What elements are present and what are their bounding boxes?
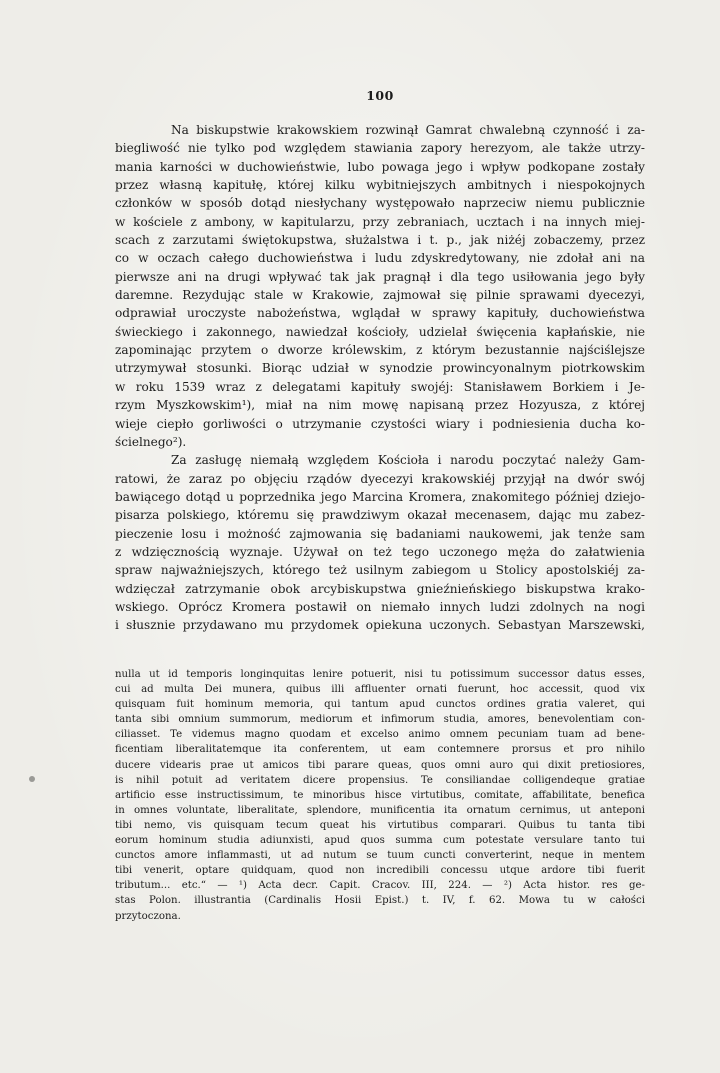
text-line: pieczenie losu i możność zajmowania się badaniami naukowemi, jak tenże sam <box>115 526 645 541</box>
text-line: świeckiego i zakonnego, nawiedzał kościoły, udzielał święcenia kapłańskie, nie <box>115 324 645 339</box>
text-line: wieje ciepło gorliwości o utrzymanie czystości wiary i podniesienia ducha ko- <box>115 416 645 431</box>
text-line: scach z zarzutami świętokupstwa, służalstwa i t. p., jak niżéj zobaczemy, przez <box>115 233 645 248</box>
text-line: biegliwość nie tylko pod względem stawiania zapory herezyom, ale także utrzy- <box>115 141 645 156</box>
text-line: bawiącego dotąd u poprzednika jego Marcina Kromera, znakomitego później dziejo- <box>115 489 645 504</box>
text-line: w kościele z ambony, w kapitularzu, przy zebraniach, ucztach i na innych miej- <box>115 214 645 229</box>
page-number: 100 <box>366 88 394 103</box>
text-line: ratowi, że zaraz po objęciu rządów dyecezyi krakowskiéj przyjął na dwór swój <box>115 471 645 486</box>
footnote-line: przytoczona. <box>115 910 181 922</box>
text-line: mania karności w duchowieństwie, lubo powaga jego i wpływ podkopane zostały <box>115 159 645 174</box>
margin-dot-icon <box>29 776 35 782</box>
footnote-line: stas Polon. illustrantia (Cardinalis Hosii Epist.) t. IV, f. 62. Mowa tu w całości <box>115 895 645 907</box>
text-line: co w oczach całego duchowieństwa i ludu zdyskredytowany, nie zdołał ani na <box>115 251 645 266</box>
footnote-line: ficentiam liberalitatemque ita conferentem, ut eam contemnere prorsus et pro nihilo <box>115 744 645 756</box>
footnote-line: tibi nemo, vis quisquam tecum queat his virtutibus comparari. Quibus tu tanta tibi <box>115 819 645 831</box>
text-line: członków w sposób dotąd niesłychany występowało naprzeciw niemu publicznie <box>115 196 645 211</box>
text-line: wskiego. Oprócz Kromera postawił on niemało innych ludzi zdolnych na nogi <box>115 599 645 614</box>
text-line: Na biskupstwie krakowskiem rozwinął Gamrat chwalebną czynność i za- <box>171 123 645 137</box>
footnote-line: ciliasset. Te videmus magno quodam et excelso animo omnem pecuniam tuam ad bene- <box>115 729 645 741</box>
footnote-line: in omnes voluntate, liberalitate, splendore, munificentia ita ornatum cernimus, ut anteponi <box>115 804 645 816</box>
footnote-line: is nihil potuit ad veritatem dicere propensius. Te consiliandae colligendeque gratiae <box>115 774 645 786</box>
paragraph-2 <box>115 451 645 634</box>
text-line: utrzymywał stosunki. Biorąc udział w synodzie prowincyonalnym piotrkowskim <box>115 361 645 376</box>
text-line: Za zasługę niemałą względem Kościoła i narodu poczytać należy Gam- <box>171 453 645 468</box>
footnote-line: ducere videaris prae ut amicos tibi parare queas, quos omni auro qui dixit pretiosiores, <box>115 759 645 771</box>
text-line: z wdzięcznością wyznaje. Używał on też tego uczonego męża do załatwienia <box>115 544 645 559</box>
footnote-line: tributum... etc.“ — ¹) Acta decr. Capit. Cracov. III, 224. — ²) Acta histor. res ge- <box>115 880 645 892</box>
footnote-line: quisquam fuit hominum memoria, qui tantum apud cunctos ordines gratia valeret, qui <box>115 699 645 711</box>
text-line: zapominając przytem o dworze królewskim, z którym bezustannie najściślejsze <box>115 343 645 358</box>
text-line: pierwsze ani na drugi wpływać tak jak pragnął i dla tego usiłowania jego były <box>115 269 645 284</box>
footnote-line: nulla ut id temporis longinquitas lenire potuerit, nisi tu potissimum successor datus esses, <box>115 669 645 680</box>
footnote-line: cunctos amore inflammasti, ut ad nutum se tuum cuncti converterint, neque in mentem <box>115 850 645 862</box>
footnote-line: artificio esse instructissimum, te minoribus hisce virtutibus, comitate, affabilitate, benefica <box>115 789 645 801</box>
main-text <box>115 121 645 635</box>
footnote-line: tanta sibi omnium summorum, mediorum et infimorum studia, amores, benevolentiam con- <box>115 714 645 726</box>
text-line: w roku 1539 wraz z delegatami kapituły swojéj: Stanisławem Borkiem i Je- <box>115 379 645 394</box>
text-line: rzym Myszkowskim¹), miał na nim mowę napisaną przez Hozyusza, z której <box>115 398 645 413</box>
text-line: odprawiał uroczyste nabożeństwa, wglądał w sprawy kapituły, duchowieństwa <box>115 306 645 321</box>
paragraph-1 <box>115 121 645 451</box>
footnote-line: tibi venerit, optare quidquam, quod non incredibili concessu utque ardore tibi fuerit <box>115 865 645 877</box>
text-line: wdzięczał zatrzymanie obok arcybiskupstwa gnieźnieńskiego biskupstwa krako- <box>115 581 645 596</box>
text-line: ścielnego²). <box>115 434 187 449</box>
footnote-line: cui ad multa Dei munera, quibus illi affluenter ornati fuerunt, hoc accessit, quod vix <box>115 684 645 696</box>
text-line: spraw najważniejszych, którego też usilnym zabiegom u Stolicy apostolskiéj za- <box>115 563 645 578</box>
footnote-line: eorum hominum studia adiunxisti, apud quos summa cum potestate versulare tanto tui <box>115 835 645 847</box>
footnote-block <box>115 667 645 924</box>
text-line: przez własną kapitułę, której kilku wybitniejszych ambitnych i niespokojnych <box>115 178 645 193</box>
text-line: daremne. Rezydując stale w Krakowie, zajmował się pilnie sprawami dyecezyi, <box>115 288 645 303</box>
text-line: pisarza polskiego, któremu się prawdziwym okazał mecenasem, dając mu zabez- <box>115 508 645 523</box>
text-line: i słusznie przydawano mu przydomek opiekuna uczonych. Sebastyan Marszewski, <box>115 618 645 633</box>
